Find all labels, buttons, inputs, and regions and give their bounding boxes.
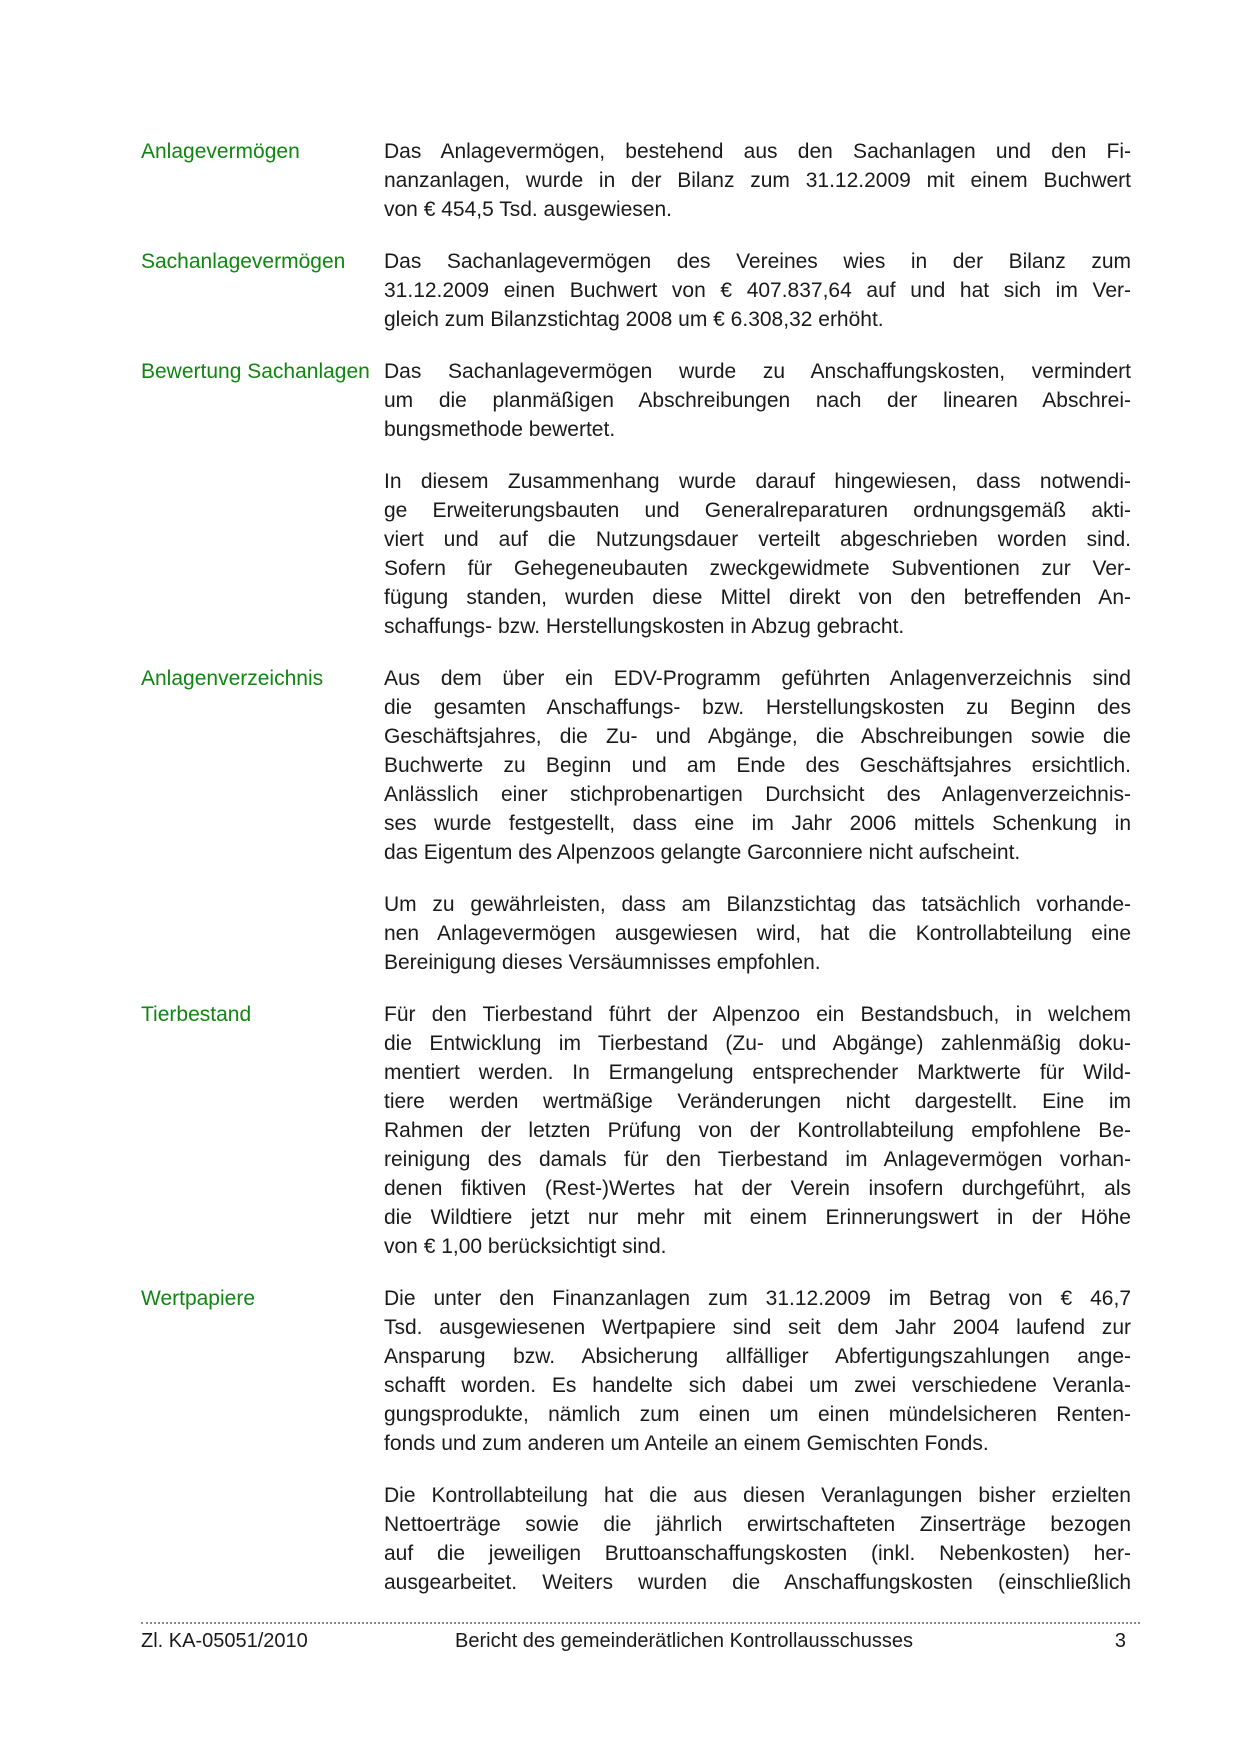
section-body-column: [384, 1000, 1131, 1284]
text-line: das Eigentum des Alpenzoos gelangte Garconniere nicht aufscheint.: [384, 841, 1021, 864]
section-body-column: [384, 247, 1131, 357]
body-paragraph: [384, 1000, 1131, 1261]
text-line: die Wildtiere jetzt nur mehr mit einem Erinnerungswert in der Höhe: [384, 1206, 1131, 1229]
text-line: Aus dem über ein EDV-Programm geführten Anlagenverzeichnis sind: [384, 667, 1131, 690]
margin-label: Wertpapiere: [141, 1287, 256, 1310]
text-line: von € 1,00 berücksichtigt sind.: [384, 1235, 667, 1258]
text-line: Anlässlich einer stichprobenartigen Durchsicht des Anlagenverzeichnis-: [384, 783, 1131, 806]
text-line: nen Anlagevermögen ausgewiesen wird, hat die Kontrollabteilung eine: [384, 922, 1131, 945]
text-line: ge Erweiterungsbauten und Generalreparaturen ordnungsgemäß akti-: [384, 499, 1131, 522]
report-section: [141, 1284, 1131, 1620]
text-line: fonds und zum anderen um Anteile an einem Gemischten Fonds.: [384, 1432, 989, 1455]
margin-label: Bewertung Sachanlagen: [141, 360, 370, 383]
text-line: Für den Tierbestand führt der Alpenzoo ein Bestandsbuch, in welchem: [384, 1003, 1131, 1026]
text-line: Rahmen der letzten Prüfung von der Kontrollabteilung empfohlene Be-: [384, 1119, 1131, 1142]
body-paragraph: [384, 890, 1131, 977]
footer-title: Bericht des gemeinderätlichen Kontrollausschusses: [455, 1630, 914, 1652]
text-line: Die Kontrollabteilung hat die aus diesen Veranlagungen bisher erzielten: [384, 1484, 1131, 1507]
text-line: Um zu gewährleisten, dass am Bilanzstichtag das tatsächlich vorhande-: [384, 893, 1131, 916]
margin-label-column: [141, 137, 384, 166]
section-body-column: [384, 664, 1131, 1000]
margin-label-column: [141, 247, 384, 276]
text-line: auf die jeweiligen Bruttoanschaffungskosten (inkl. Nebenkosten) her-: [384, 1542, 1131, 1565]
report-section: [141, 357, 1131, 664]
text-line: gungsprodukte, nämlich zum einen um einen mündelsicheren Renten-: [384, 1403, 1131, 1426]
text-line: 31.12.2009 einen Buchwert von € 407.837,64 auf und hat sich im Ver-: [384, 279, 1131, 302]
text-line: gleich zum Bilanzstichtag 2008 um € 6.308,32 erhöht.: [384, 308, 884, 331]
text-line: nanzanlagen, wurde in der Bilanz zum 31.12.2009 mit einem Buchwert: [384, 169, 1131, 192]
margin-label-column: [141, 357, 384, 386]
text-line: Geschäftsjahres, die Zu- und Abgänge, die Abschreibungen sowie die: [384, 725, 1131, 748]
text-line: die Entwicklung im Tierbestand (Zu- und Abgänge) zahlenmäßig doku-: [384, 1032, 1131, 1055]
text-line: mentiert werden. In Ermangelung entsprechender Marktwerte für Wild-: [384, 1061, 1131, 1084]
page-number: 3: [1114, 1630, 1126, 1652]
text-line: ausgearbeitet. Weiters wurden die Anschaffungskosten (einschließlich: [384, 1571, 1131, 1594]
text-line: Nettoerträge sowie die jährlich erwirtschafteten Zinserträge bezogen: [384, 1513, 1131, 1536]
margin-label-column: [141, 1284, 384, 1313]
footer-row: [141, 1628, 1140, 1656]
text-line: schafft worden. Es handelte sich dabei um zwei verschiedene Veranla-: [384, 1374, 1131, 1397]
text-line: Das Anlagevermögen, bestehend aus den Sachanlagen und den Fi-: [384, 140, 1131, 163]
body-paragraph: [384, 664, 1131, 867]
text-line: Die unter den Finanzanlagen zum 31.12.2009 im Betrag von € 46,7: [384, 1287, 1131, 1310]
body-paragraph: [384, 1284, 1131, 1458]
body-paragraph: [384, 137, 1131, 224]
report-section: [141, 137, 1131, 247]
margin-label: Anlagevermögen: [141, 140, 300, 163]
margin-label-column: [141, 1000, 384, 1029]
text-line: schaffungs- bzw. Herstellungskosten in Abzug gebracht.: [384, 615, 905, 638]
margin-label: Sachanlagevermögen: [141, 250, 346, 273]
text-line: Das Sachanlagevermögen wurde zu Anschaffungskosten, vermindert: [384, 360, 1131, 383]
text-line: denen fiktiven (Rest-)Wertes hat der Verein insofern durchgeführt, als: [384, 1177, 1131, 1200]
text-line: In diesem Zusammenhang wurde darauf hingewiesen, dass notwendi-: [384, 470, 1131, 493]
text-line: Bereinigung dieses Versäumnisses empfohlen.: [384, 951, 821, 974]
section-body-column: [384, 1284, 1131, 1620]
text-line: reinigung des damals für den Tierbestand im Anlagevermögen vorhan-: [384, 1148, 1131, 1171]
text-line: Das Sachanlagevermögen des Vereines wies in der Bilanz zum: [384, 250, 1131, 273]
text-line: ses wurde festgestellt, dass eine im Jahr 2006 mittels Schenkung in: [384, 812, 1131, 835]
text-line: die gesamten Anschaffungs- bzw. Herstellungskosten zu Beginn des: [384, 696, 1131, 719]
body-paragraph: [384, 1481, 1131, 1597]
body-paragraph: [384, 357, 1131, 444]
text-line: tiere werden wertmäßige Veränderungen nicht dargestellt. Eine im: [384, 1090, 1131, 1113]
text-line: von € 454,5 Tsd. ausgewiesen.: [384, 198, 672, 221]
page-footer: [141, 1622, 1140, 1656]
text-line: Ansparung bzw. Absicherung allfälliger Abfertigungszahlungen ange-: [384, 1345, 1131, 1368]
text-line: Sofern für Gehegeneubauten zweckgewidmete Subventionen zur Ver-: [384, 557, 1131, 580]
body-paragraph: [384, 247, 1131, 334]
body-paragraph: [384, 467, 1131, 641]
text-line: bungsmethode bewertet.: [384, 418, 616, 441]
margin-label: Tierbestand: [141, 1003, 252, 1026]
text-line: fügung standen, wurden diese Mittel direkt von den betreffenden An-: [384, 586, 1131, 609]
report-section: [141, 1000, 1131, 1284]
report-sections: [141, 137, 1131, 1620]
margin-label-column: [141, 664, 384, 693]
text-line: viert und auf die Nutzungsdauer verteilt abgeschrieben worden sind.: [384, 528, 1131, 551]
text-line: um die planmäßigen Abschreibungen nach der linearen Abschrei-: [384, 389, 1131, 412]
footer-reference: Zl. KA-05051/2010: [141, 1630, 308, 1652]
text-line: Tsd. ausgewiesenen Wertpapiere sind seit dem Jahr 2004 laufend zur: [384, 1316, 1131, 1339]
margin-label: Anlagenverzeichnis: [141, 667, 324, 690]
section-body-column: [384, 357, 1131, 664]
section-body-column: [384, 137, 1131, 247]
report-section: [141, 664, 1131, 1000]
text-line: Buchwerte zu Beginn und am Ende des Geschäftsjahres ersichtlich.: [384, 754, 1131, 777]
report-section: [141, 247, 1131, 357]
